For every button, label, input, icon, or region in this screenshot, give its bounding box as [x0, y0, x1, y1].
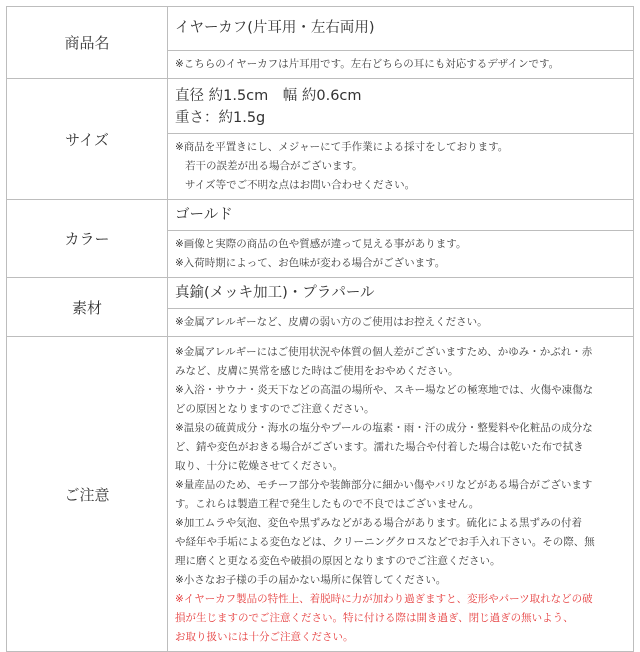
color-value: [168, 200, 634, 231]
size-dimensions: 直径 約1.5cm 幅 約0.6cm: [175, 88, 362, 104]
size-weight: 重さ：約1.5g: [175, 110, 266, 126]
caution-line: 理に磨くと更なる変色や破損の原因となりますのでご注意ください。: [175, 555, 501, 567]
caution-warning-line: ※イヤーカフ製品の特性上、着脱時に力が加わり過ぎますと、変形やパーツ取れなどの破: [175, 593, 593, 605]
caution-warning-line: 損が生じますのでご注意ください。特に付ける際は開き過ぎ、閉じ過ぎの無いよう、: [175, 612, 574, 624]
caution-line: ※加工ムラや気泡、変色や黒ずみなどがある場合があります。硫化による黒ずみの付着: [175, 517, 582, 529]
product-spec-table: [6, 6, 634, 652]
color-note-line: ※画像と実際の商品の色や質感が違って見える事があります。: [175, 238, 467, 250]
row-label-size: サイズ: [7, 79, 168, 200]
row-label-product-name: 商品名: [7, 7, 168, 79]
caution-line: みなど、皮膚に異常を感じた時はご使用をおやめください。: [175, 365, 459, 377]
row-material: [7, 278, 634, 309]
caution-line: ※入浴・サウナ・炎天下などの高温の場所や、スキー場などの極寒地では、火傷や凍傷な: [175, 384, 594, 396]
caution-line: や経年や手垢による変色などは、クリーニングクロスなどでお手入れ下さい。その際、無: [175, 536, 595, 548]
size-note-line: サイズ等でご不明な点はお問い合わせください。: [185, 179, 416, 191]
row-product-name: [7, 7, 634, 51]
size-note-line: ※商品を平置きにし、メジャーにて手作業による採寸をしております。: [175, 141, 509, 153]
size-note-line: 若干の誤差が出る場合がございます。: [185, 160, 363, 172]
caution-cell: [168, 337, 634, 652]
product-name-note-cell: [168, 51, 634, 79]
material-value: [168, 278, 634, 309]
size-value: [168, 79, 634, 134]
color-text: ゴールド: [175, 207, 233, 223]
material-note: ※金属アレルギーなど、皮膚の弱い方のご使用はお控えください。: [175, 316, 488, 328]
row-size: [7, 79, 634, 134]
row-label-caution: ご注意: [7, 337, 168, 652]
caution-line: ※金属アレルギーにはご使用状況や体質の個人差がございますため、かゆみ・かぶれ・赤: [175, 346, 593, 358]
caution-line: す。これらは製造工程で発生したもので不良ではございません。: [175, 498, 480, 510]
material-note-cell: [168, 309, 634, 337]
row-label-material: 素材: [7, 278, 168, 337]
product-name-value: [168, 7, 634, 51]
caution-line: どの原因となりますのでご注意ください。: [175, 403, 375, 415]
color-note-cell: [168, 231, 634, 278]
row-caution: [7, 337, 634, 652]
size-note-cell: [168, 134, 634, 200]
product-name-text: イヤーカフ(片耳用・左右両用): [175, 20, 375, 36]
caution-line: ※量産品のため、モチーフ部分や装飾部分に細かい傷やバリなどがある場合がございます: [175, 479, 593, 491]
caution-line: ※温泉の硫黄成分・海水の塩分やプールの塩素・雨・汗の成分・整髪料や化粧品の成分な: [175, 422, 593, 434]
product-name-note: ※こちらのイヤーカフは片耳用です。左右どちらの耳にも対応するデザインです。: [175, 58, 560, 70]
row-label-color: カラー: [7, 200, 168, 278]
caution-line: ※小さなお子様の手の届かない場所に保管してください。: [175, 574, 447, 586]
caution-line: ど、錆や変色がおきる場合がございます。濡れた場合や付着した場合は乾いた布で拭き: [175, 441, 584, 453]
material-text: 真鍮(メッキ加工)・プラパール: [175, 285, 375, 301]
caution-line: 取り、十分に乾燥させてください。: [175, 460, 343, 472]
row-color: [7, 200, 634, 231]
caution-warning-line: お取り扱いには十分ご注意ください。: [175, 631, 354, 643]
color-note-line: ※入荷時期によって、お色味が変わる場合がございます。: [175, 257, 446, 269]
